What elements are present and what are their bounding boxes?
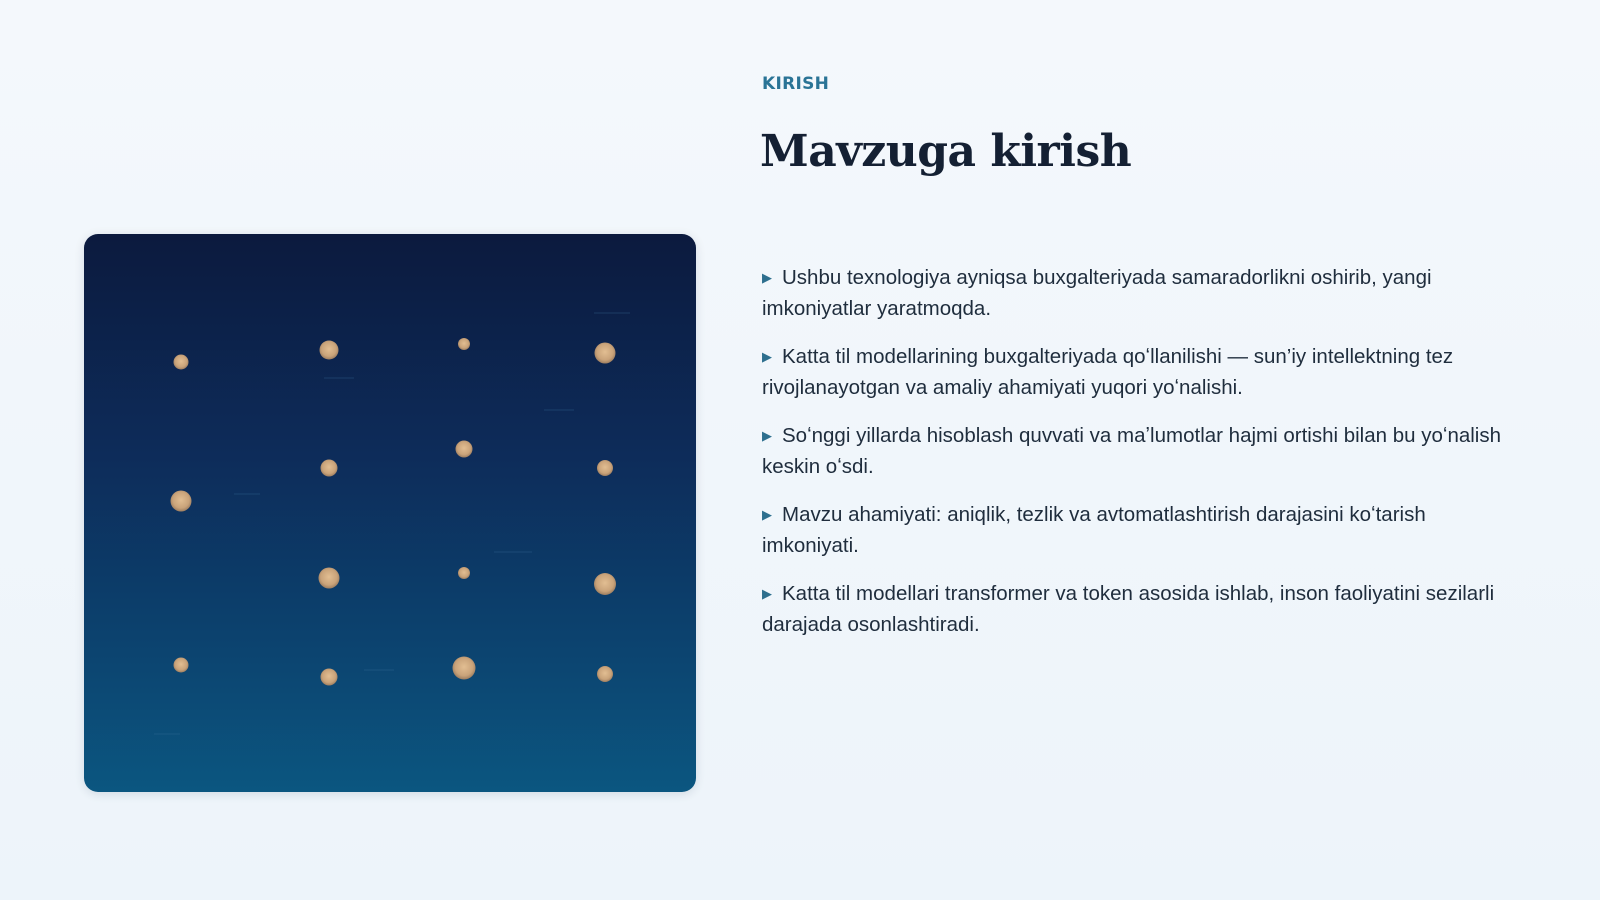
token-dot [320,341,339,360]
token-dot [597,666,613,682]
token-dot [458,338,470,350]
triangle-right-icon: ▶ [762,428,772,443]
token-dot [458,567,470,579]
bullet-item [762,578,1520,640]
bullet-text: Ushbu texnologiya ayniqsa buxgalteriyada samaradorlikni oshirib, yangi imkoniyatlar yaratmoqda. [762,266,1432,320]
triangle-right-icon: ▶ [762,586,772,601]
token-dot [321,460,338,477]
token-dot [171,491,192,512]
bullet-item [762,499,1520,561]
bullet-item [762,262,1520,324]
token-dot [319,568,340,589]
triangle-right-icon: ▶ [762,270,772,285]
token-dots [171,338,617,686]
bullet-text: Soʻnggi yillarda hisoblash quvvati va maʼlumotlar hajmi ortishi bilan bu yoʻnalish keskin oʻsdi. [762,424,1502,478]
token-dot [597,460,613,476]
bullet-text: Katta til modellarining buxgalteriyada qoʻllanilishi — sun’iy intellektning tez rivojlanayotgan va amaliy ahamiyati yuqori yoʻnalishi. [762,345,1454,399]
token-dot [174,658,189,673]
section-eyebrow: KIRISH [762,74,830,94]
bullet-text: Mavzu ahamiyati: aniqlik, tezlik va avtomatlashtirish darajasini koʻtarish imkoniyati. [762,503,1426,557]
illustration-panel [84,234,696,792]
bullet-item [762,341,1520,403]
token-dot [453,657,476,680]
bullet-item [762,420,1520,482]
bullet-text: Katta til modellari transformer va token asosida ishlab, inson faoliyatini sezilarli darajada osonlashtiradi. [762,582,1495,636]
triangle-right-icon: ▶ [762,349,772,364]
page-title: Mavzuga kirish [760,126,1132,177]
token-dot [456,441,473,458]
token-dot [174,355,189,370]
token-dot [595,343,616,364]
token-grid-illustration [84,234,696,792]
bullet-list [762,262,1520,657]
triangle-right-icon: ▶ [762,507,772,522]
token-dot [594,573,616,595]
token-dot [321,669,338,686]
